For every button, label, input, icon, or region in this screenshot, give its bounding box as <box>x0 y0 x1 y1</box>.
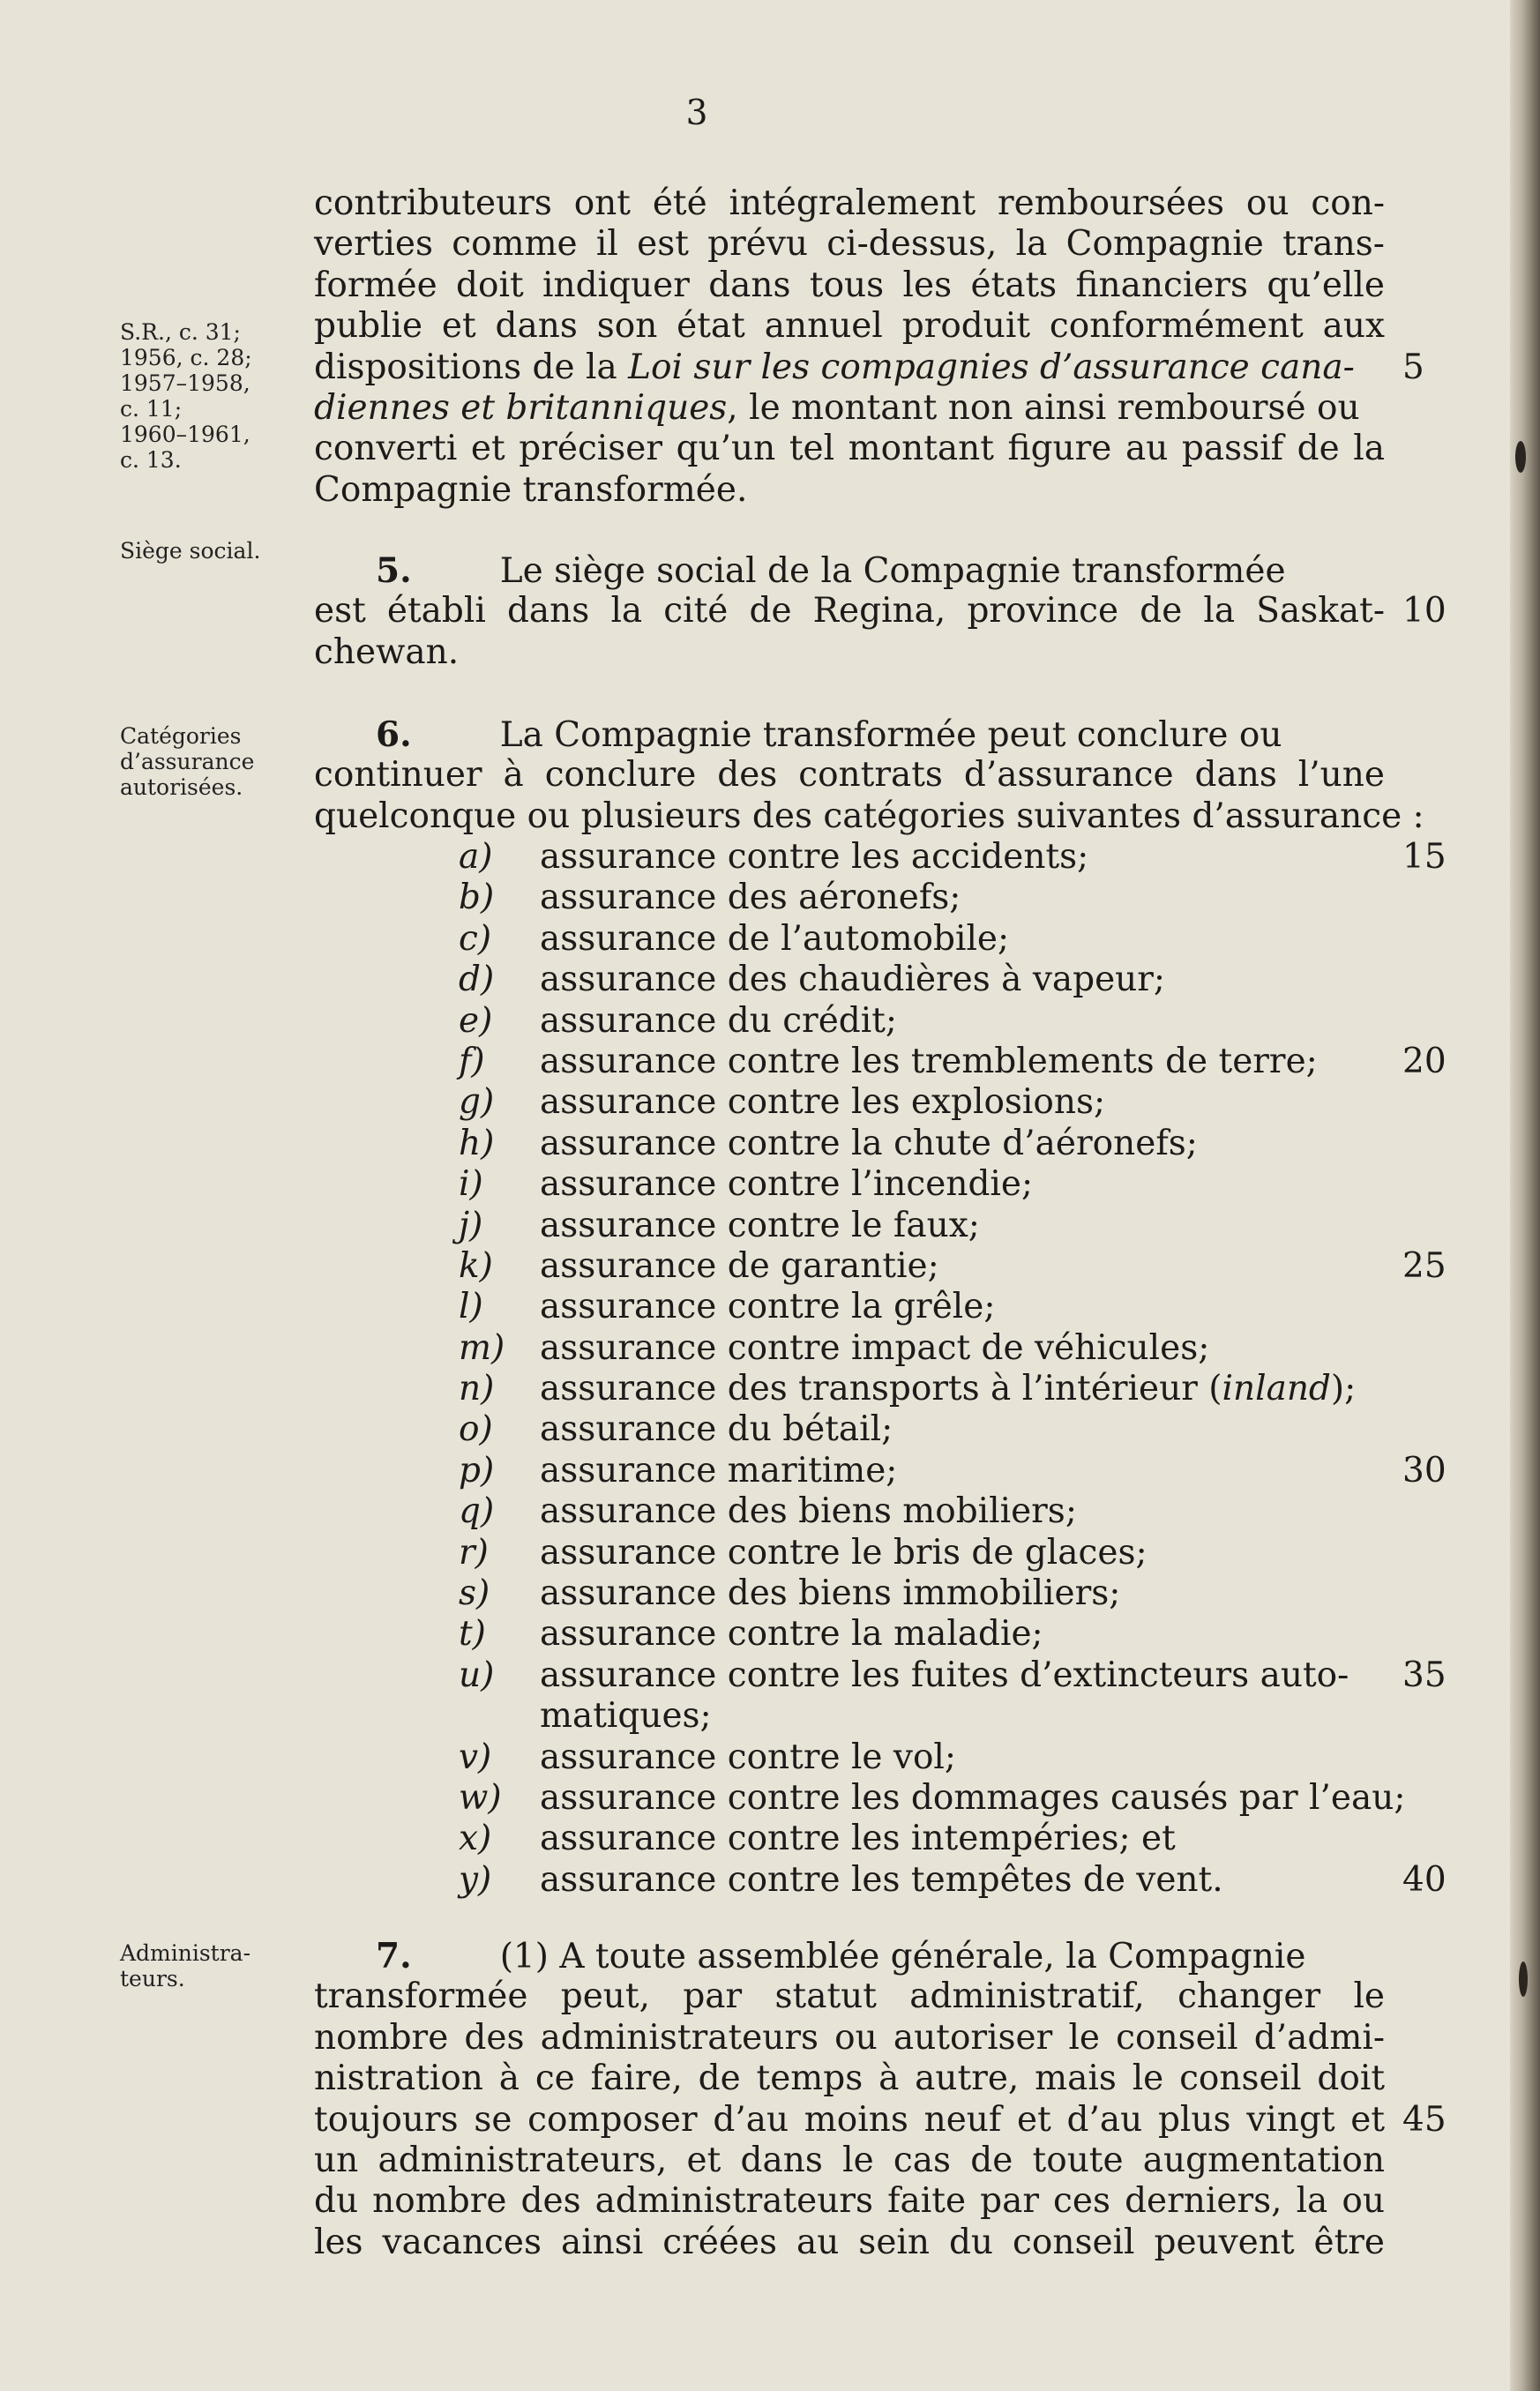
list-item: r) assurance contre le bris de glaces; <box>459 1532 1148 1573</box>
insurance-categories-list <box>459 837 1429 1901</box>
list-item: e) assurance du crédit; <box>459 1000 898 1041</box>
section-6: 6. La Compagnie transformée peut conclure ou continuer à conclure des contrats d’assurance dans l’une quelconque ou plusieurs des catégories suivantes d’assurance : <box>314 714 1424 836</box>
list-item: l) assurance contre la grêle; <box>459 1287 996 1327</box>
list-item: d) assurance des chaudières à vapeur; <box>459 960 1166 1000</box>
list-item: b) assurance des aéronefs; <box>459 878 961 918</box>
line-number: 10 <box>1402 591 1447 631</box>
intro-line-5: dispositions de la Loi sur les compagnies d’assurance cana- <box>314 347 1355 387</box>
list-item: x) assurance contre les intempéries; et <box>459 1819 1176 1859</box>
list-item: s) assurance des biens immobiliers; <box>459 1573 1121 1614</box>
line-number: 30 <box>1402 1451 1447 1491</box>
paragraph-intro: contributeurs ont été intégralement remboursées ou con- verties comme il est prévu ci-dessus, la Compagnie trans- formée doit indiquer dans tous les états financiers qu’elle publie et dans son état annuel produit conformément aux dispositions de la Loi sur les compagnies d’assurance cana- diennes et britanniques, le montant non ainsi remboursé ou converti et préciser qu’un tel montant figure au passif de la Compagnie transformée. <box>314 183 1385 510</box>
scan-blemish <box>1519 1961 1528 1997</box>
intro-line-6: diennes et britanniques, le montant non ainsi remboursé ou <box>314 387 1360 428</box>
page-number: 3 <box>685 93 708 133</box>
list-item: y) assurance contre les tempêtes de vent. <box>459 1859 1223 1900</box>
list-item: m) assurance contre impact de véhicules; <box>459 1327 1210 1368</box>
section-number: 7. <box>376 1936 412 1976</box>
line-number: 40 <box>1402 1860 1447 1900</box>
list-item: q) assurance des biens mobiliers; <box>459 1491 1077 1532</box>
list-item: h) assurance contre la chute d’aéronefs; <box>459 1123 1198 1163</box>
section-7: 7. (1) A toute assemblée générale, la Compagnie transformée peut, par statut administratif, changer le nombre des administrateurs ou autoriser le conseil d’admi- nistration à ce faire, de temps à autre, mais le conseil doit toujours se composer d’au moins neuf et d’au plus vingt et un administrateurs, et dans le cas de toute augmentation du nombre des administrateurs faite par ces derniers, la ou les vacances ainsi créées au sein du conseil peuvent être <box>314 1936 1385 2262</box>
section-number: 5. <box>376 550 412 591</box>
line-number: 25 <box>1402 1246 1447 1286</box>
margin-note-siege: Siège social. <box>120 538 261 564</box>
list-item: a) assurance contre les accidents; <box>459 837 1089 877</box>
list-item: n) assurance des transports à l’intérieur (inland); <box>459 1369 1357 1409</box>
page-binding-edge <box>1510 0 1540 2391</box>
list-item: v) assurance contre le vol; <box>459 1737 957 1777</box>
section-5: 5. Le siège social de la Compagnie transformée est établi dans la cité de Regina, province de la Saskat- chewan. <box>314 550 1385 672</box>
list-item: j) assurance contre le faux; <box>459 1205 980 1245</box>
margin-note-categories: Catégories d’assurance autorisées. <box>120 723 255 800</box>
list-item-continuation: matiques; <box>540 1696 712 1737</box>
list-item: k) assurance de garantie; <box>459 1245 939 1286</box>
margin-note-citations: S.R., c. 31; 1956, c. 28; 1957–1958, c. 11; 1960–1961, c. 13. <box>120 319 252 473</box>
line-number: 5 <box>1402 347 1424 387</box>
list-item: o) assurance du bétail; <box>459 1409 893 1450</box>
margin-note-administrateurs: Administra- teurs. <box>120 1940 251 1991</box>
line-number: 20 <box>1402 1042 1447 1081</box>
scan-blemish <box>1515 441 1526 473</box>
list-item: i) assurance contre l’incendie; <box>459 1164 1034 1205</box>
list-item: c) assurance de l’automobile; <box>459 918 1010 959</box>
line-number: 35 <box>1402 1655 1447 1695</box>
line-number: 15 <box>1402 837 1447 877</box>
list-item: f) assurance contre les tremblements de terre; <box>459 1041 1318 1081</box>
section-number: 6. <box>376 714 412 755</box>
list-item: p) assurance maritime; <box>459 1450 898 1491</box>
list-item: g) assurance contre les explosions; <box>459 1082 1106 1123</box>
line-number: 45 <box>1402 2100 1447 2140</box>
list-item: w) assurance contre les dommages causés par l’eau; <box>459 1777 1406 1818</box>
list-item: t) assurance contre la maladie; <box>459 1614 1043 1655</box>
list-item: u) assurance contre les fuites d’extincteurs auto- <box>459 1655 1349 1695</box>
